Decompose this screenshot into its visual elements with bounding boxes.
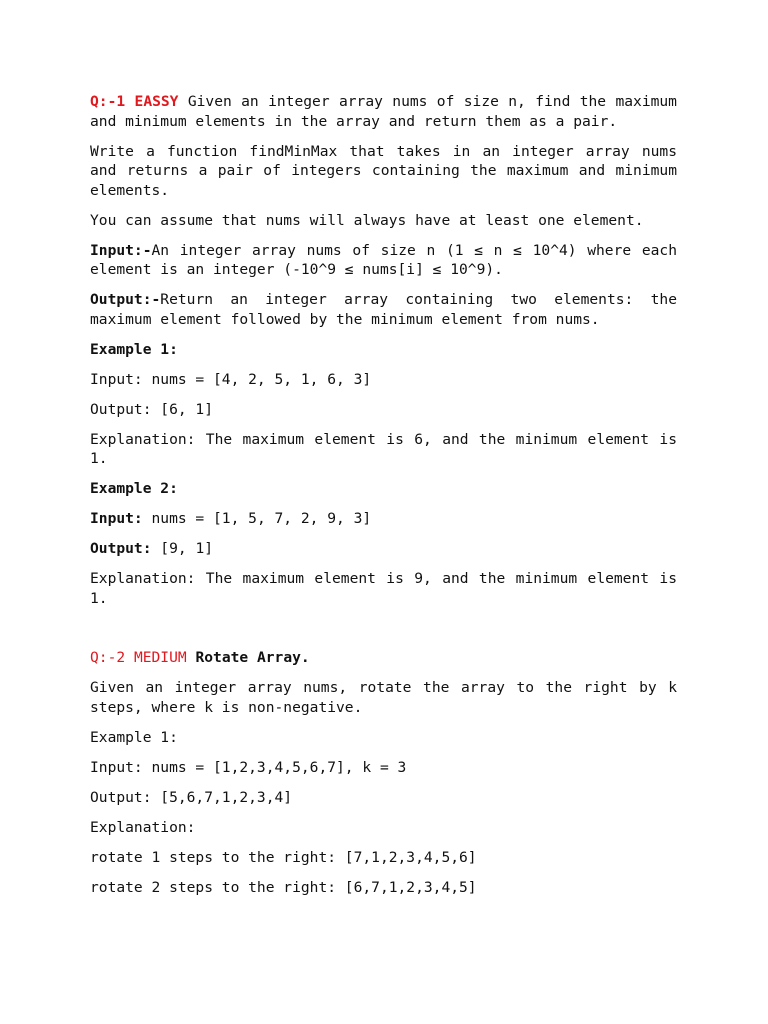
q1-example2-input [90, 509, 677, 529]
q1-number: Q:-1 [90, 93, 126, 110]
q2-example-output: Output: [5,6,7,1,2,3,4] [90, 788, 293, 806]
q1-example1-explanation: Explanation: The maximum element is 6, and the minimum element is 1. [90, 430, 677, 467]
q1-example2-heading [90, 479, 677, 499]
q2-heading [90, 648, 677, 668]
q1-output-label: Output:- [90, 291, 161, 308]
q1-input-text: An integer array nums of size n (1 ≤ n ≤ 10^4) where each element is an integer (-10^9 ≤ nums[i] ≤ 10^9). [90, 241, 677, 278]
q1-function-paragraph: Write a function findMinMax that takes in an integer array nums and returns a pair of integers containing the maximum and minimum elements. [90, 142, 677, 199]
q1-example2-output-value: [9, 1] [151, 540, 214, 557]
q1-example1-heading [90, 340, 677, 360]
q2-explanation-label: Explanation: [90, 818, 196, 836]
q1-assumption-paragraph: You can assume that nums will always have at least one element. [90, 211, 644, 229]
q2-description: Given an integer array nums, rotate the array to the right by k steps, where k is non-negative. [90, 679, 677, 716]
q1-example2-output [90, 539, 677, 559]
q1-intro-text: Given an integer array nums of size n, find the maximum and minimum elements in the array and return them as a pair. [90, 93, 677, 130]
q2-step-2: rotate 2 steps to the right: [6,7,1,2,3,4,5] [90, 878, 477, 896]
q1-output-text: Return an integer array containing two elements: the maximum element followed by the minimum element from nums. [90, 291, 677, 328]
q2-step-1: rotate 1 steps to the right: [7,1,2,3,4,5,6] [90, 848, 477, 866]
q1-output-spec [90, 290, 677, 329]
q1-intro-paragraph [90, 92, 677, 131]
q1-example2-input-value: nums = [1, 5, 7, 2, 9, 3] [142, 510, 372, 527]
q1-example1-input: Input: nums = [4, 2, 5, 1, 6, 3] [90, 370, 372, 388]
q2-title: Rotate Array. [195, 649, 310, 666]
q1-example1-output: Output: [6, 1] [90, 400, 214, 418]
q1-example2-output-label: Output: [90, 540, 152, 557]
q2-example-heading: Example 1: [90, 728, 178, 746]
document-content [90, 92, 677, 908]
q1-input-spec [90, 241, 677, 280]
q1-example2-heading-text: Example 2: [90, 480, 178, 497]
q1-input-label: Input:- [90, 241, 152, 259]
q2-example-input: Input: nums = [1,2,3,4,5,6,7], k = 3 [90, 758, 407, 776]
q1-difficulty-tag: EASSY [134, 93, 179, 110]
q1-example2-input-label: Input: [90, 510, 143, 527]
q1-example1-heading-text: Example 1: [90, 340, 178, 358]
q1-example2-explanation: Explanation: The maximum element is 9, and the minimum element is 1. [90, 570, 677, 607]
q2-difficulty-tag: MEDIUM [133, 649, 187, 666]
q2-number: Q:-2 [90, 649, 126, 666]
